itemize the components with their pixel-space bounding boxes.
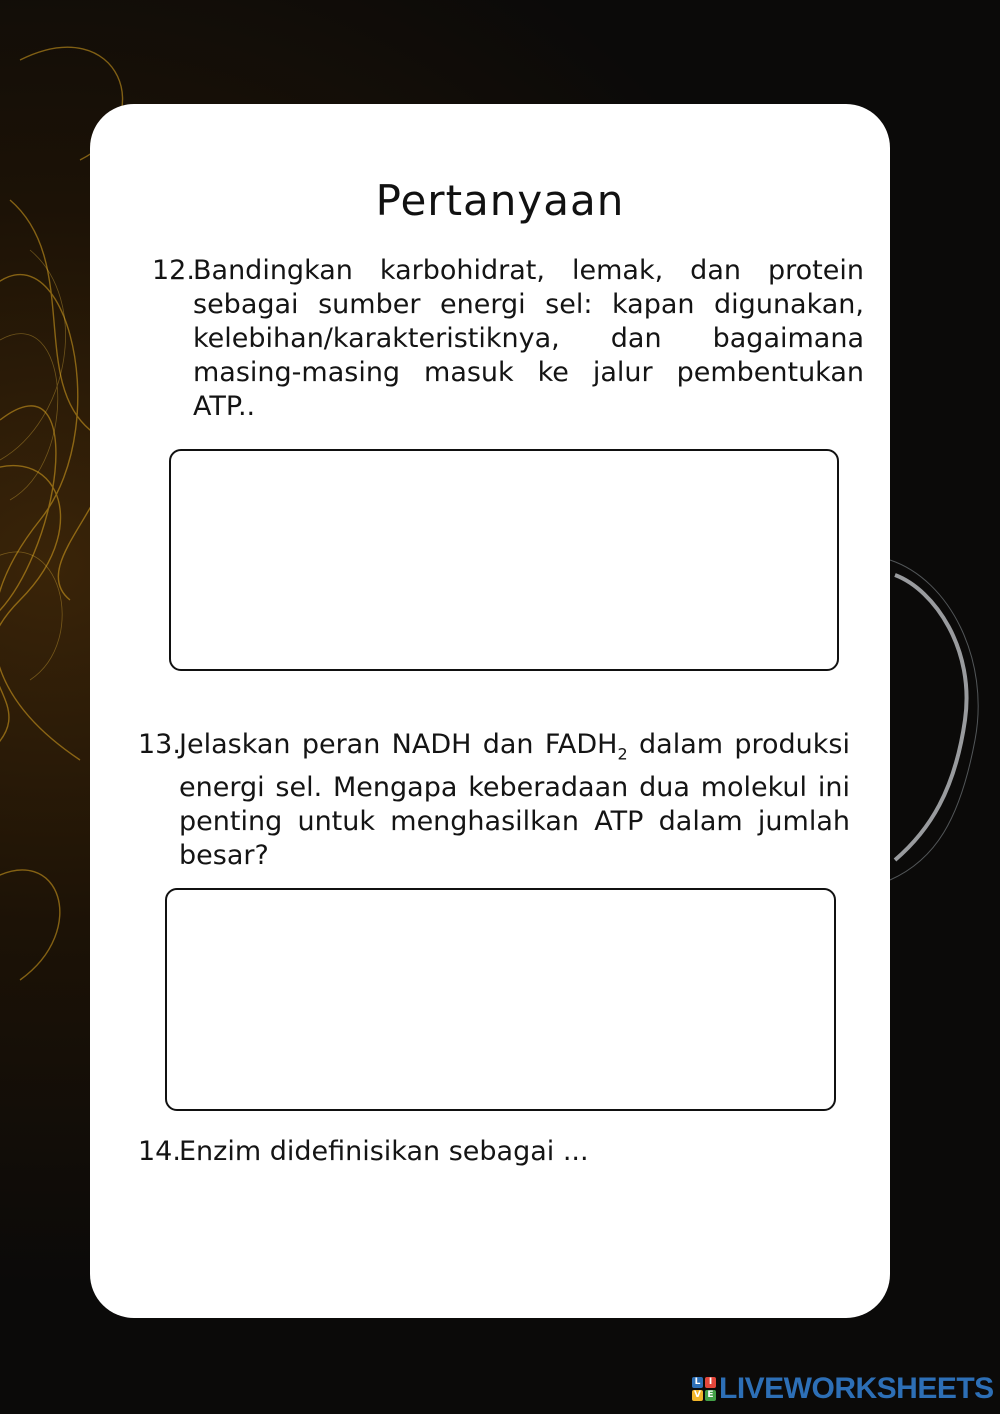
question-number: 13. <box>138 729 181 760</box>
liveworksheets-icon <box>692 1377 716 1401</box>
question-text: Enzim didefinisikan sebagai ... <box>179 1136 589 1167</box>
icon-letter: I <box>705 1377 716 1388</box>
question-text-part: dalam produksi energi sel. Mengapa keberadaan dua molekul ini penting untuk menghasilkan ATP dalam jumlah besar? <box>179 729 850 872</box>
page-title: Pertanyaan <box>375 176 625 225</box>
liveworksheets-logo[interactable] <box>692 1372 994 1406</box>
icon-letter: V <box>692 1390 703 1401</box>
subscript: 2 <box>617 744 628 764</box>
question-number: 12. <box>152 255 195 286</box>
answer-box-12[interactable] <box>169 449 839 671</box>
question-14 <box>138 1135 850 1169</box>
icon-letter: L <box>692 1377 703 1388</box>
answer-box-13[interactable] <box>165 888 836 1111</box>
question-13 <box>138 728 850 873</box>
liveworksheets-wordmark: LIVEWORKSHEETS <box>719 1372 994 1405</box>
question-text <box>138 728 850 873</box>
question-text: Bandingkan karbohidrat, lemak, dan protein sebagai sumber energi sel: kapan digunakan, kelebihan/karakteristiknya, dan bagaimana masing-masing masuk ke jalur pembentukan ATP.. <box>193 255 864 422</box>
question-text-part: Jelaskan peran NADH dan FADH <box>179 729 618 760</box>
icon-letter: E <box>705 1390 716 1401</box>
question-number: 14. <box>138 1136 181 1167</box>
question-12 <box>152 254 864 424</box>
